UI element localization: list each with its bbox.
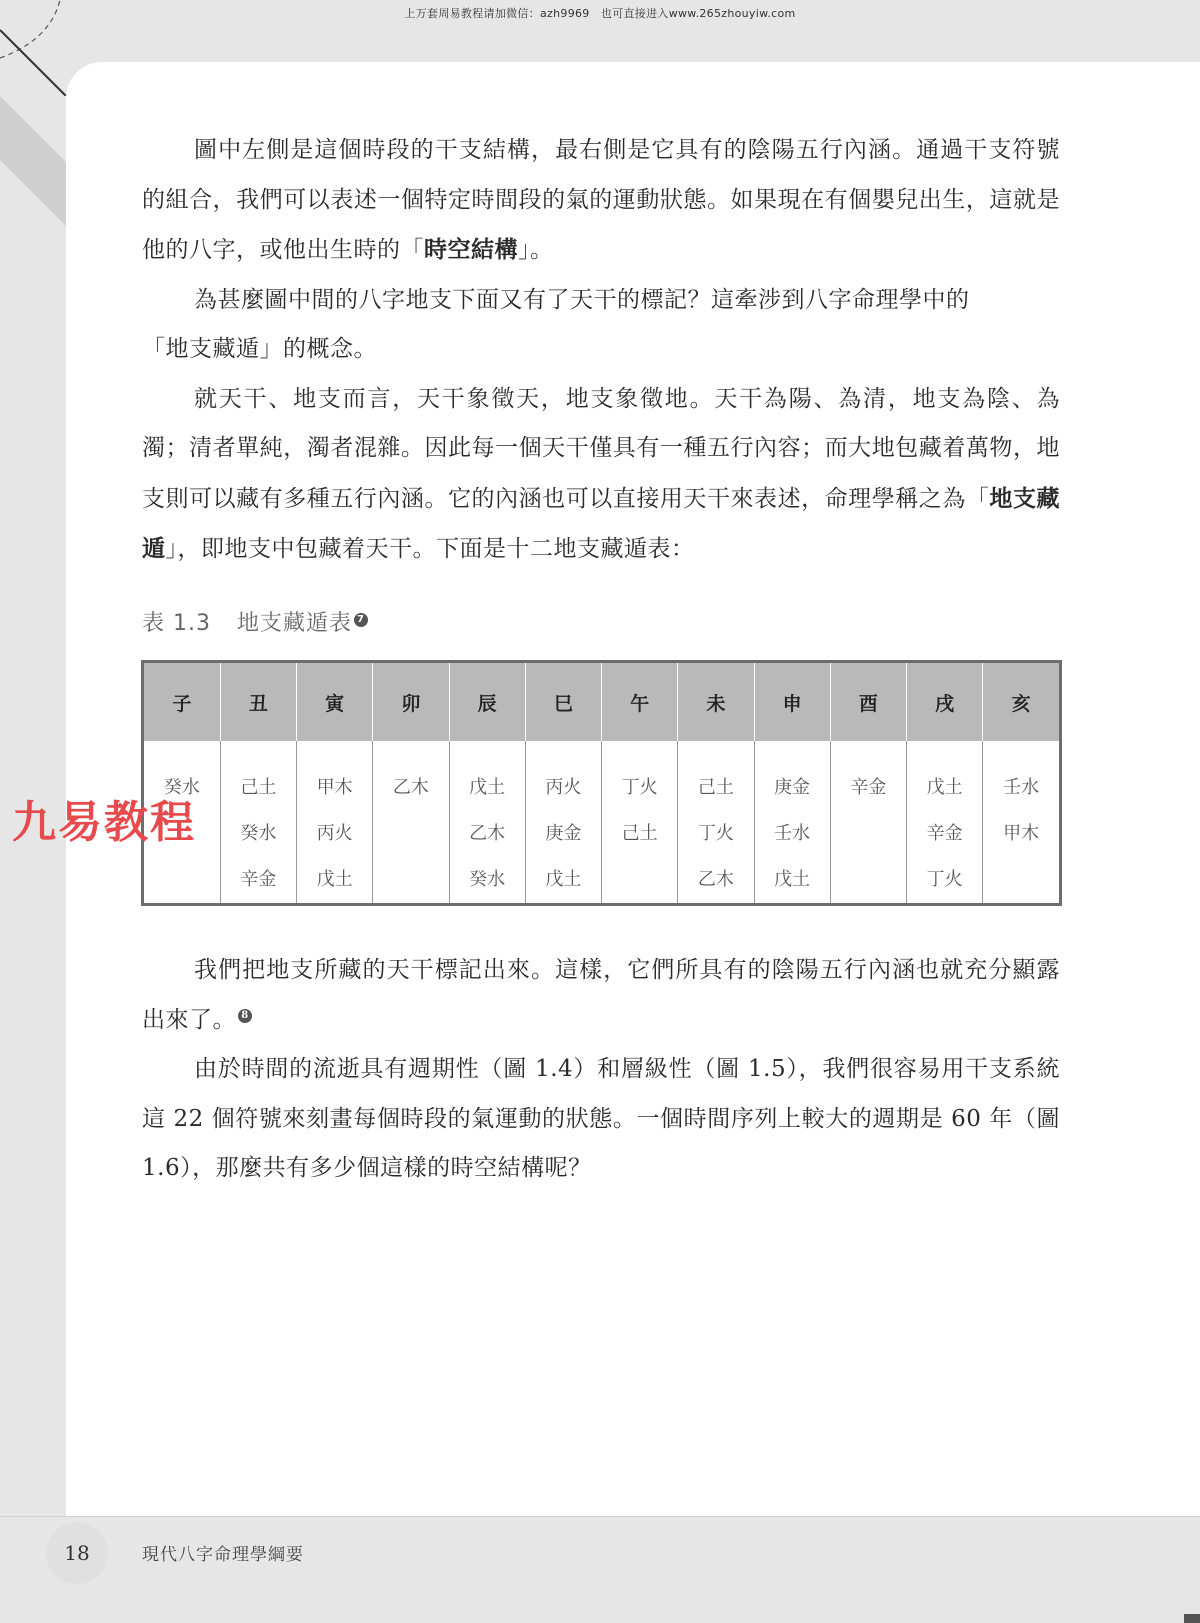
- cell-si: 丙火 庚金 戊土: [525, 741, 601, 903]
- paragraph-1: 圖中左側是這個時段的干支結構，最右側是它具有的陰陽五行內涵。通過干支符號的組合，我們可以表述一個特定時間段的氣的運動狀態。如果現在有個嬰兒出生，這就是他的八字，或他出生時的「時空結構」。: [142, 137, 1060, 263]
- cell-mao: 乙木: [373, 741, 449, 903]
- paragraph-2-cont: 「地支藏遁」的概念。: [142, 336, 377, 362]
- header-xu: 戌: [907, 663, 983, 741]
- body-text-bottom: [142, 946, 1060, 1194]
- cell-you: 辛金: [830, 741, 906, 903]
- cell-wu: 丁火 己土: [602, 741, 678, 903]
- header-mao: 卯: [373, 663, 449, 741]
- paragraph-5: 由於時間的流逝具有週期性（圖 1.4）和層級性（圖 1.5），我們很容易用干支系統這 22 個符號來刻畫每個時段的氣運動的狀態。一個時間序列上較大的週期是 60 年（圖 1.6），那麼共有多少個這樣的時空結構呢？: [142, 1056, 1060, 1181]
- body-text-top: [142, 126, 1060, 575]
- cell-xu: 戊土 辛金 丁火: [907, 741, 983, 903]
- header-shen: 申: [754, 663, 830, 741]
- footer-divider: [0, 1516, 1200, 1517]
- header-si: 巳: [525, 663, 601, 741]
- left-margin-decoration: [0, 96, 66, 226]
- page-number: 18: [46, 1522, 108, 1584]
- top-banner: 上万套周易教程请加微信：azh9969 也可直接进入www.265zhouyiw.com: [404, 7, 796, 20]
- table-row: [144, 741, 1059, 903]
- cell-hai: 壬水 甲木: [1003, 777, 1040, 844]
- paragraph-4: 我們把地支所藏的天干標記出來。這樣，它們所具有的陰陽五行內涵也就充分顯露出來了。 8: [142, 957, 1060, 1033]
- cell-wei: 己土 丁火 乙木: [678, 741, 754, 903]
- header-you: 酉: [830, 663, 906, 741]
- header-hai: 亥: [983, 663, 1059, 741]
- paragraph-3: 就天干、地支而言，天干象徵天，地支象徵地。天干為陽、為清，地支為陰、為濁；清者單純，濁者混雜。因此每一個天干僅具有一種五行內容；而大地包藏着萬物，地支則可以藏有多種五行內涵。它的內涵也可以直接用天干來表述，命理學稱之為「地支藏遁」，即地支中包藏着天干。下面是十二地支藏遁表：: [142, 385, 1061, 562]
- hidden-stems-table: [141, 660, 1062, 906]
- header-yin: 寅: [297, 663, 373, 741]
- corner-mark: [1184, 1614, 1200, 1623]
- header-chen: 辰: [449, 663, 525, 741]
- cell-shen: 庚金 壬水 戊土: [754, 741, 830, 903]
- table-header-row: [144, 663, 1059, 741]
- hidden-stems-grid: [144, 663, 1059, 903]
- bold-term-hidden-stems: 地支藏遁: [142, 484, 1061, 562]
- footnote-marker-8: 8: [238, 1009, 252, 1023]
- cell-chou: 己土 癸水 辛金: [220, 741, 296, 903]
- cell-zi: 癸水: [144, 741, 220, 903]
- header-wu: 午: [602, 663, 678, 741]
- header-chou: 丑: [220, 663, 296, 741]
- running-footer-title: 現代八字命理學綱要: [142, 1545, 304, 1565]
- cell-yin: 甲木 丙火 戊土: [297, 741, 373, 903]
- header-zi: 子: [144, 663, 220, 741]
- table-number: 表 1.3: [142, 611, 211, 636]
- table-title: 地支藏遁表: [236, 611, 352, 636]
- watermark-logo: 九易教程: [12, 797, 196, 848]
- cell-chen: 戊土 乙木 癸水: [449, 741, 525, 903]
- paragraph-2: 為甚麼圖中間的八字地支下面又有了天干的標記？這牽涉到八字命理學中的: [194, 286, 970, 313]
- footnote-marker-7: 7: [354, 613, 368, 627]
- header-wei: 未: [678, 663, 754, 741]
- table-caption: [142, 606, 368, 637]
- bold-term-spacetime: 時空結構: [424, 236, 518, 263]
